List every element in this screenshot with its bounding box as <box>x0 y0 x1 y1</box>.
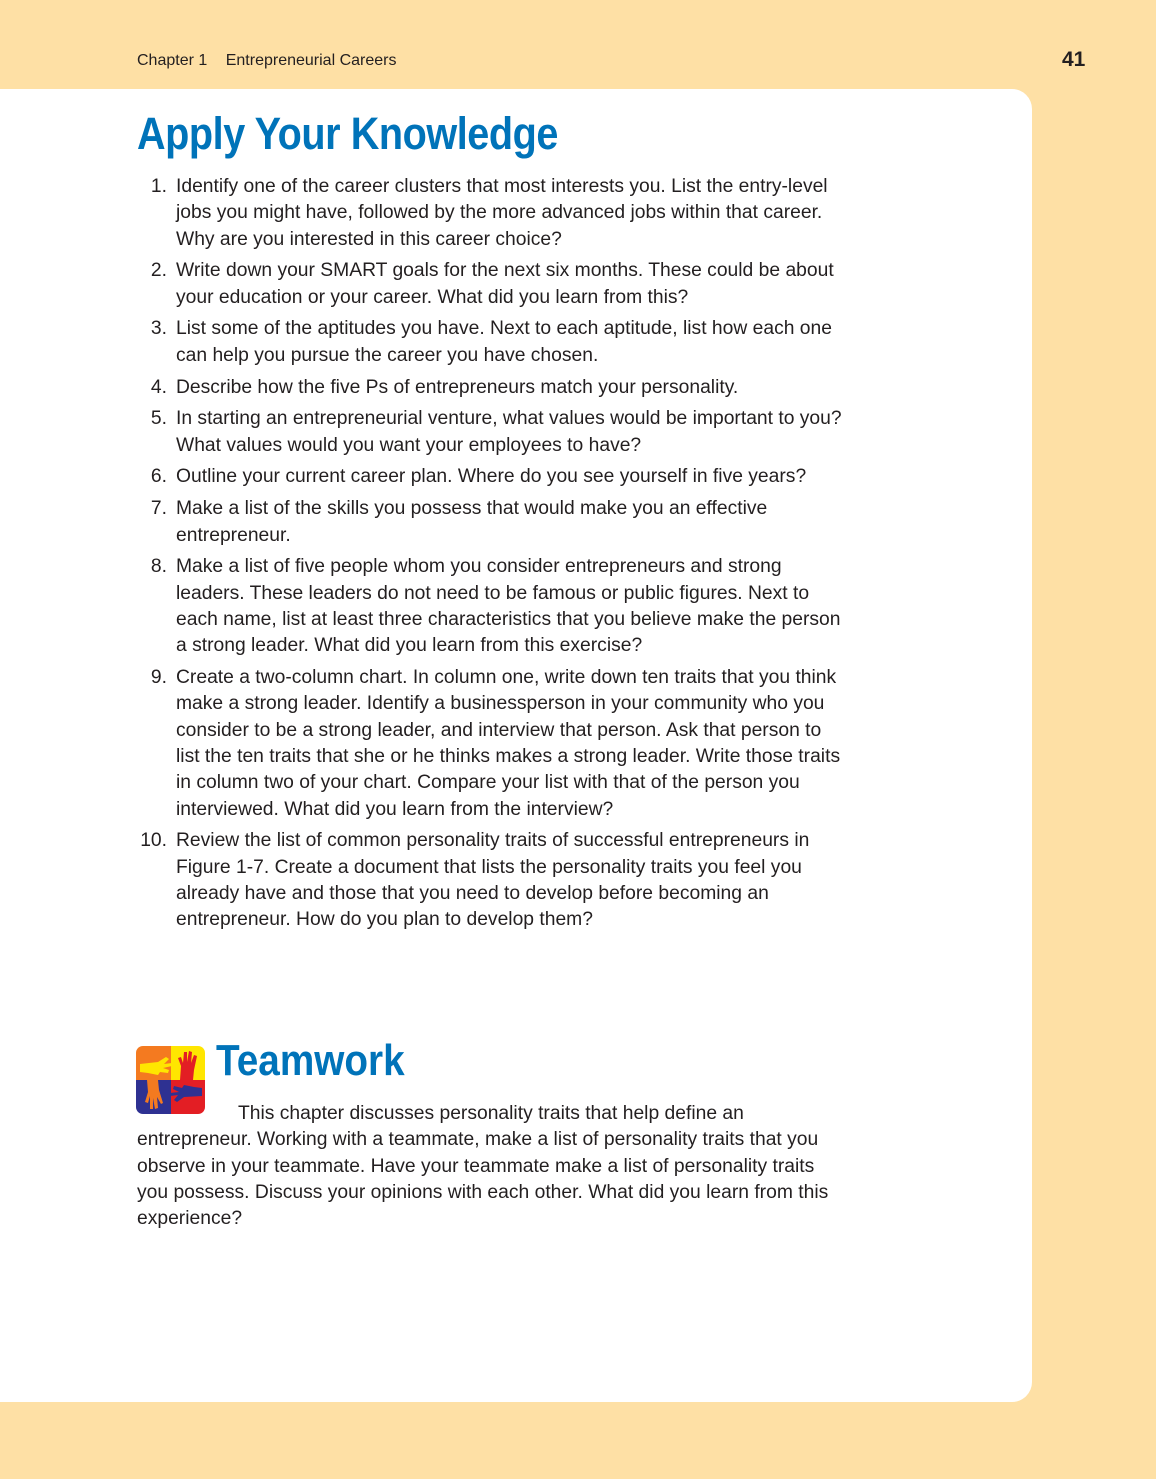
item-text: Outline your current career plan. Where do you see yourself in five years? <box>176 466 807 488</box>
chapter-number: Chapter 1 <box>137 52 208 69</box>
item-number: 9. <box>150 667 167 689</box>
page-number: 41 <box>1062 48 1086 71</box>
item-number: 3. <box>150 318 167 340</box>
item-number: 8. <box>150 556 167 578</box>
list-item <box>137 316 842 369</box>
item-number: 6. <box>150 466 167 488</box>
list-item <box>137 828 842 933</box>
knowledge-list <box>137 174 842 939</box>
item-number: 7. <box>150 498 167 520</box>
list-item <box>137 258 842 311</box>
list-item <box>137 464 842 490</box>
list-item <box>137 554 842 659</box>
item-text: Make a list of the skills you possess that would make you an effective entrepreneur. <box>176 498 768 546</box>
item-number: 2. <box>150 260 167 282</box>
list-item <box>137 406 842 459</box>
list-item <box>137 174 842 253</box>
item-text: Identify one of the career clusters that most interests you. List the entry-level jobs you might have, followed by the more advanced jobs within that career. Why are you interested in this career choice? <box>176 176 828 250</box>
running-header <box>137 52 396 70</box>
chapter-title: Entrepreneurial Careers <box>225 52 397 69</box>
item-number: 4. <box>150 376 167 398</box>
item-number: 10. <box>140 830 167 852</box>
item-number: 1. <box>150 176 167 197</box>
item-text: Describe how the five Ps of entrepreneurs match your personality. <box>176 376 739 398</box>
teamwork-text: This chapter discusses personality traits that help define an entrepreneur. Working with a teammate, make a list of personality traits that you observe in your teammate. Have your teammate make a list of personality traits you possess. Discuss your opinions with each other. What did you learn from this experience? <box>137 1103 829 1230</box>
list-item <box>137 375 842 401</box>
list-item <box>137 665 842 823</box>
teamwork-title: Teamwork <box>216 1036 405 1085</box>
item-text: In starting an entrepreneurial venture, what values would be important to you? What values would you want your employees to have? <box>176 408 842 456</box>
item-text: Make a list of five people whom you consider entrepreneurs and strong leaders. These leaders do not need to be famous or public figures. Next to each name, list at least three characteristics that you believe make the person a strong leader. What did you learn from this exercise? <box>176 556 841 657</box>
item-text: Write down your SMART goals for the next six months. These could be about your education or your career. What did you learn from this? <box>176 260 834 308</box>
item-text: List some of the aptitudes you have. Next to each aptitude, list how each one can help you pursue the career you have chosen. <box>176 318 832 366</box>
item-number: 5. <box>150 408 167 430</box>
item-text: Create a two-column chart. In column one, write down ten traits that you think make a strong leader. Identify a businessperson in your community who you consider to be a strong leader, and interview that person. Ask that person to list the ten traits that she or he thinks makes a strong leader. Write those traits in column two of your chart. Compare your list with that of the person you interviewed. What did you learn from the interview? <box>176 667 841 820</box>
list-item <box>137 496 842 549</box>
item-text: Review the list of common personality traits of successful entrepreneurs in Figure 1-7. Create a document that lists the personality traits you feel you already have and those that you need to develop before becoming an entrepreneur. How do you plan to develop them? <box>176 830 810 931</box>
apply-knowledge-title: Apply Your Knowledge <box>137 108 558 159</box>
